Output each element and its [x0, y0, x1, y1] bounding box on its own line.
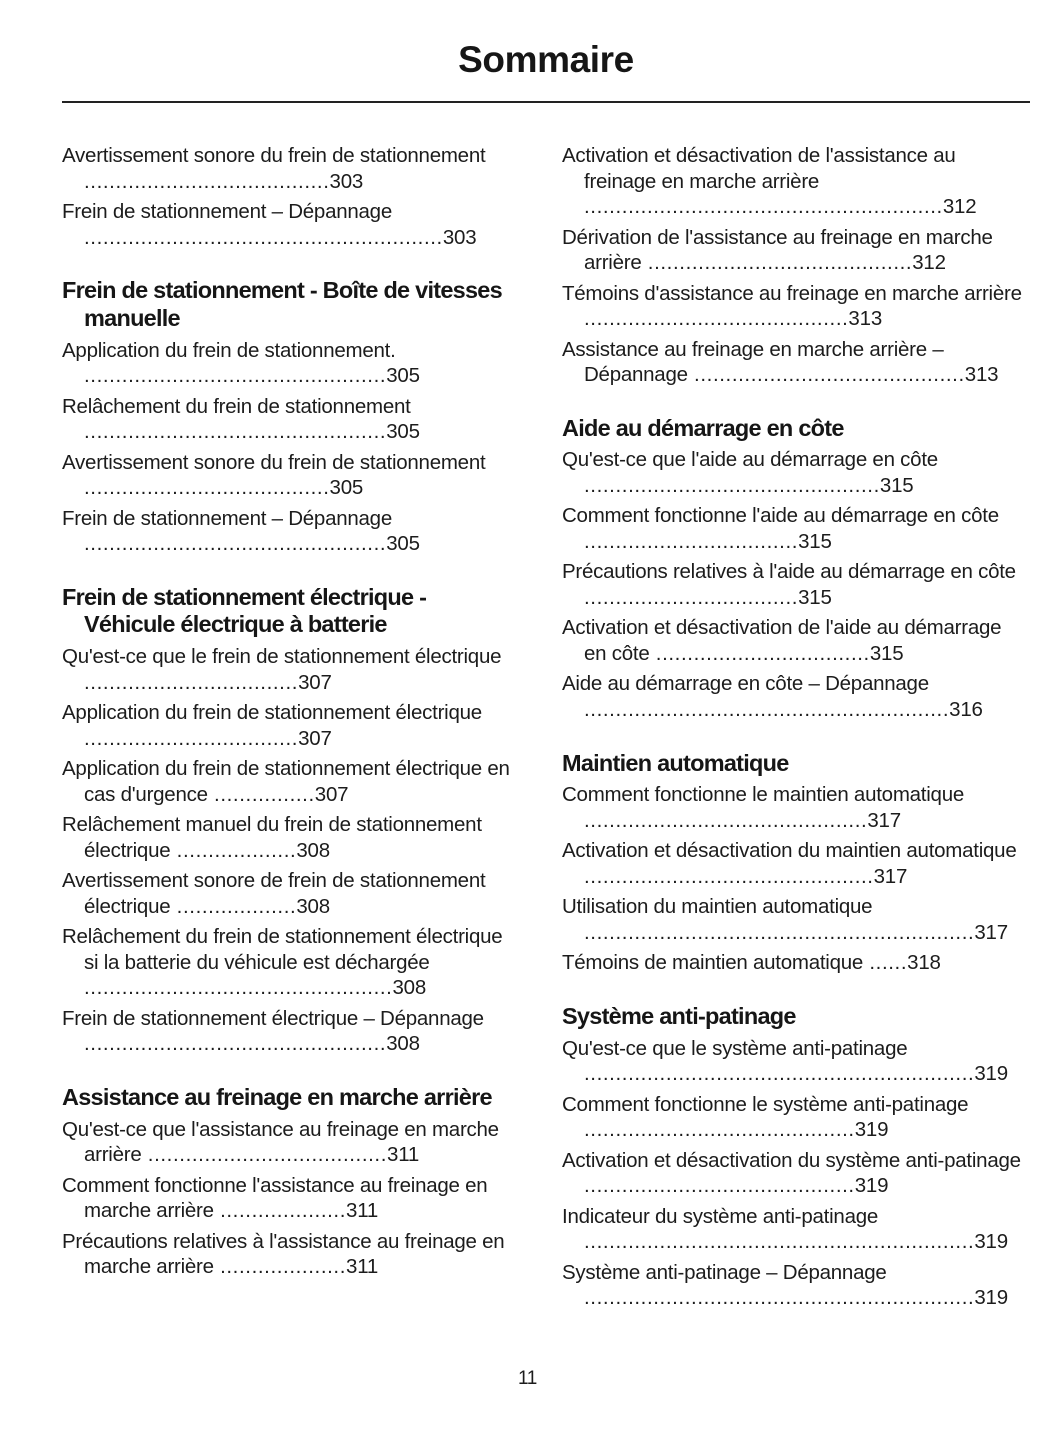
section-heading: Frein de stationnement - Boîte de vitesses manuelle	[62, 277, 502, 331]
toc-page-number: 305	[329, 476, 364, 500]
toc-entry-title: Système anti-patinage – Dépannage	[562, 1260, 887, 1284]
toc-leader-dots: ..................................	[84, 726, 299, 750]
toc-entry-title: Relâchement du frein de stationnement électrique si la batterie du véhicule est déchargée	[62, 925, 503, 974]
toc-entry-title: Activation et désactivation du système anti-patinage	[562, 1148, 1021, 1172]
toc-column-left	[62, 143, 522, 1316]
toc-page-number: 315	[869, 641, 904, 665]
toc-page-number: 311	[346, 1255, 379, 1279]
toc-entry[interactable]	[562, 281, 1022, 332]
toc-leader-dots: .........................................................	[84, 225, 443, 249]
toc-page-number: 311	[387, 1143, 420, 1167]
toc-page-number: 316	[949, 698, 983, 721]
toc-entry-title: Qu'est-ce que l'assistance au freinage en marche arrière	[62, 1117, 499, 1167]
section-heading: Assistance au freinage en marche arrière	[62, 1083, 492, 1110]
toc-entry[interactable]	[62, 1173, 522, 1224]
toc-entry-title: Aide au démarrage en côte – Dépannage	[562, 672, 929, 696]
toc-leader-dots: ................................................	[84, 532, 387, 556]
toc-entry[interactable]	[62, 1117, 522, 1168]
toc-leader-dots: ....................	[213, 1199, 347, 1223]
toc-page-number: 319	[974, 1230, 1008, 1254]
toc-entry[interactable]	[562, 1260, 1022, 1311]
toc-entry-title: Application du frein de stationnement électrique	[62, 701, 482, 725]
toc-entry-title: Précautions relatives à l'assistance au freinage en marche arrière	[62, 1229, 505, 1279]
toc-page-number: 319	[854, 1118, 889, 1142]
toc-leader-dots: ......	[863, 951, 908, 975]
toc-leader-dots: ..................................	[649, 641, 870, 665]
header-divider	[62, 101, 1030, 103]
toc-page-number: 313	[964, 363, 999, 387]
toc-entry[interactable]	[562, 615, 1022, 666]
toc-entry-title: Frein de stationnement – Dépannage	[62, 200, 392, 224]
toc-entry-title: Avertissement sonore du frein de stationnement	[62, 450, 486, 474]
toc-page-number: 315	[879, 473, 914, 497]
toc-page-number: 308	[296, 894, 330, 918]
toc-entry[interactable]	[562, 838, 1022, 889]
toc-entry-title: Qu'est-ce que le frein de stationnement électrique	[62, 645, 502, 669]
toc-entry[interactable]	[62, 868, 522, 919]
toc-column-right	[562, 143, 1022, 1316]
toc-entry[interactable]	[62, 199, 522, 250]
toc-leader-dots: ..........................................................	[584, 698, 950, 721]
toc-entry[interactable]	[62, 924, 522, 1001]
toc-entry[interactable]	[562, 782, 1022, 833]
toc-leader-dots: ....................	[213, 1255, 347, 1279]
toc-entry[interactable]	[62, 700, 522, 751]
toc-page-number: 318	[907, 951, 941, 975]
toc-leader-dots: .............................................	[584, 808, 868, 832]
toc-page-number: 305	[386, 364, 420, 388]
toc-page-number: 313	[848, 307, 883, 331]
page-folio: 11	[517, 1368, 538, 1389]
toc-page-number: 305	[386, 532, 420, 556]
toc-page-number: 303	[329, 169, 364, 193]
toc-entry-title: Application du frein de stationnement électrique en cas d'urgence	[62, 757, 510, 806]
toc-entry-title: Qu'est-ce que le système anti-patinage	[562, 1036, 908, 1060]
toc-leader-dots: ..........................................	[584, 307, 849, 331]
toc-entry-title: Comment fonctionne le système anti-patinage	[562, 1092, 969, 1116]
toc-page-number: 315	[798, 529, 832, 553]
toc-leader-dots: .......................................	[84, 476, 330, 500]
toc-entry-title: Activation et désactivation de l'aide au démarrage en côte	[562, 616, 1002, 665]
toc-entry[interactable]	[562, 143, 1022, 220]
toc-entry-title: Activation et désactivation de l'assistance au freinage en marche arrière	[562, 144, 956, 193]
toc-page-number: 317	[873, 864, 908, 888]
toc-leader-dots: ................................................	[84, 364, 387, 388]
toc-entry[interactable]	[562, 337, 1022, 388]
toc-entry[interactable]	[62, 338, 522, 389]
toc-leader-dots: ................................................	[84, 1032, 387, 1056]
toc-leader-dots: ..............................................................	[584, 1230, 975, 1254]
toc-page-number: 308	[386, 1032, 420, 1056]
toc-page-number: 317	[867, 808, 901, 832]
toc-page-number: 317	[974, 920, 1008, 944]
toc-page-number: 319	[974, 1286, 1008, 1310]
toc-leader-dots: .................................................	[84, 976, 393, 1000]
section-heading: Maintien automatique	[562, 749, 789, 776]
toc-leader-dots: ..............................................................	[584, 1286, 975, 1310]
toc-page-number: 307	[314, 782, 349, 806]
toc-entry-title: Comment fonctionne l'aide au démarrage en côte	[562, 504, 999, 528]
page-title: Sommaire	[458, 39, 634, 80]
toc-entry-title: Précautions relatives à l'aide au démarrage en côte	[562, 560, 1016, 584]
toc-entry-title: Frein de stationnement – Dépannage	[62, 506, 392, 530]
toc-entry[interactable]	[62, 506, 522, 557]
toc-page-number: 311	[346, 1199, 379, 1223]
toc-leader-dots: ................	[207, 782, 315, 806]
toc-page-number: 308	[296, 838, 330, 862]
toc-entry[interactable]	[562, 1148, 1022, 1199]
toc-columns	[0, 143, 1055, 1316]
toc-leader-dots: ..............................................................	[584, 1062, 975, 1086]
toc-entry[interactable]	[562, 1036, 1022, 1087]
toc-entry-title: Utilisation du maintien automatique	[562, 895, 873, 919]
toc-entry-title: Assistance au freinage en marche arrière – Dépannage	[562, 337, 944, 387]
toc-page-number: 308	[392, 976, 427, 1000]
toc-entry[interactable]	[62, 394, 522, 445]
toc-leader-dots: ..................................	[584, 529, 799, 553]
toc-entry[interactable]	[562, 225, 1022, 276]
toc-entry[interactable]	[562, 950, 1022, 976]
toc-leader-dots: ......................................	[141, 1143, 388, 1167]
toc-leader-dots: ...............................................	[584, 473, 880, 497]
toc-entry[interactable]	[562, 1092, 1022, 1143]
section-heading: Système anti-patinage	[562, 1002, 796, 1029]
toc-entry-title: Comment fonctionne le maintien automatique	[562, 783, 965, 807]
page-header	[62, 40, 1030, 103]
toc-entry-title: Dérivation de l'assistance au freinage en marche arrière	[562, 225, 993, 275]
section-heading: Aide au démarrage en côte	[562, 414, 844, 441]
toc-entry-title: Avertissement sonore du frein de stationnement	[62, 144, 486, 167]
toc-leader-dots: ...........................................	[584, 1174, 855, 1198]
toc-entry-title: Activation et désactivation du maintien automatique	[562, 839, 1017, 863]
toc-entry-title: Application du frein de stationnement.	[62, 338, 396, 362]
toc-entry[interactable]	[562, 559, 1022, 610]
toc-entry[interactable]	[62, 143, 522, 194]
toc-entry[interactable]	[62, 1006, 522, 1057]
toc-entry-title: Indicateur du système anti-patinage	[562, 1204, 879, 1228]
toc-entry-title: Comment fonctionne l'assistance au freinage en marche arrière	[62, 1173, 488, 1223]
toc-entry[interactable]	[562, 1204, 1022, 1255]
toc-entry[interactable]	[562, 671, 1022, 722]
toc-entry-title: Frein de stationnement électrique – Dépannage	[62, 1006, 484, 1030]
toc-entry[interactable]	[562, 503, 1022, 554]
toc-leader-dots: .........................................................	[584, 195, 943, 219]
toc-entry-title: Témoins de maintien automatique	[562, 951, 864, 975]
toc-entry-title: Qu'est-ce que l'aide au démarrage en côte	[562, 448, 938, 472]
toc-entry[interactable]	[62, 644, 522, 695]
toc-entry-title: Relâchement du frein de stationnement	[62, 394, 411, 418]
toc-leader-dots: ..............................................	[584, 864, 874, 888]
toc-page-number: 312	[942, 195, 977, 219]
toc-entry[interactable]	[62, 450, 522, 501]
toc-entry[interactable]	[62, 812, 522, 863]
toc-leader-dots: .......................................	[84, 169, 330, 193]
toc-page-number: 319	[974, 1062, 1008, 1086]
toc-page-number: 315	[798, 585, 832, 609]
toc-entry-title: Avertissement sonore de frein de stationnement électrique	[62, 869, 486, 918]
toc-leader-dots: ..................................	[84, 670, 299, 694]
toc-page-number: 312	[912, 251, 946, 275]
toc-page-number: 307	[298, 670, 332, 694]
toc-entry-title: Témoins d'assistance au freinage en marche arrière	[562, 281, 1022, 305]
toc-entry-title: Relâchement manuel du frein de stationnement électrique	[62, 813, 482, 862]
toc-page-number: 305	[386, 420, 420, 444]
toc-leader-dots: ...................	[170, 894, 297, 918]
toc-leader-dots: ..................................	[584, 585, 799, 609]
toc-leader-dots: ..............................................................	[584, 920, 975, 944]
toc-page-number: 319	[854, 1174, 889, 1198]
toc-leader-dots: ................................................	[84, 420, 387, 444]
toc-entry[interactable]	[62, 756, 522, 807]
toc-entry[interactable]	[562, 894, 1022, 945]
toc-page-number: 303	[442, 225, 477, 249]
section-heading: Frein de stationnement électrique - Véhicule électrique à batterie	[62, 583, 427, 638]
toc-leader-dots: ...................	[170, 838, 297, 862]
toc-entry[interactable]	[562, 447, 1022, 498]
toc-leader-dots: ...........................................	[584, 1118, 855, 1142]
toc-entry[interactable]	[62, 1229, 522, 1280]
toc-leader-dots: ...........................................	[687, 363, 965, 387]
toc-page-number: 307	[298, 726, 332, 750]
toc-leader-dots: ..........................................	[641, 251, 913, 275]
